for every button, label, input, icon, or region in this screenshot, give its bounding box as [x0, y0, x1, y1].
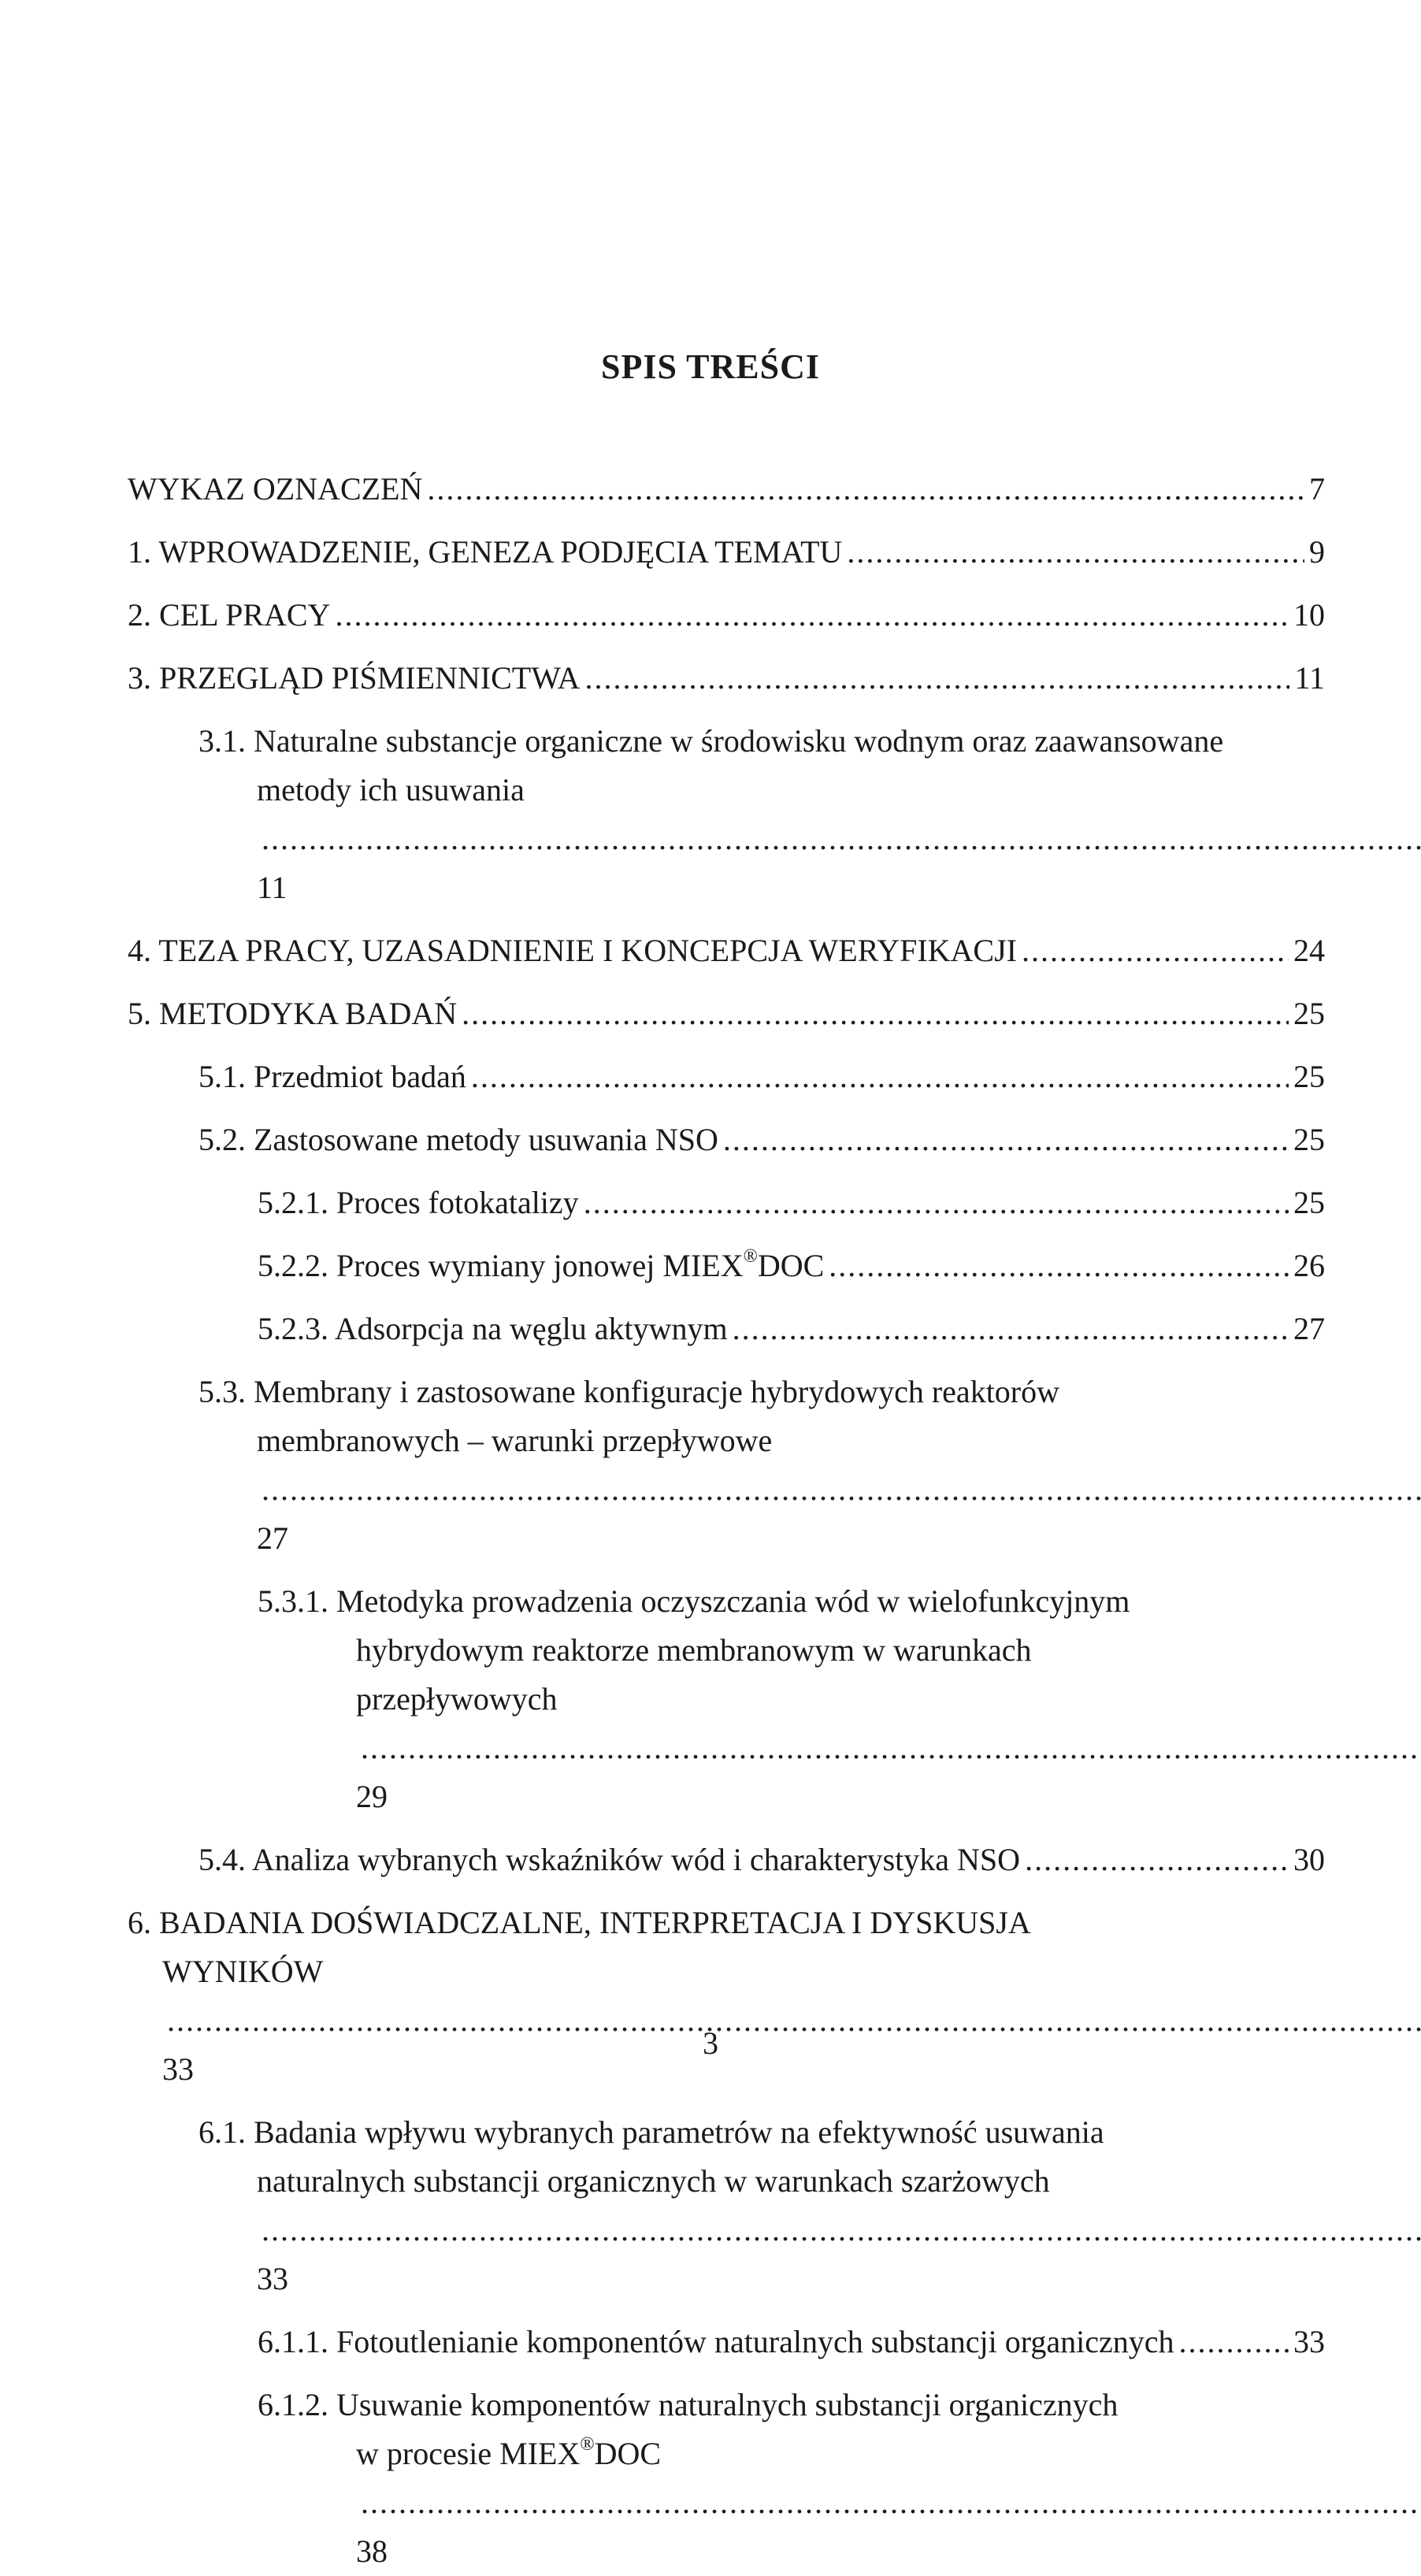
toc-entry-label-text: w procesie MIEX — [356, 2436, 581, 2471]
toc-entry-5-1 — [198, 1052, 1325, 1101]
toc-entry-label: 4. TEZA PRACY, UZASADNIENIE I KONCEPCJA WERYFIKACJI — [128, 933, 1017, 968]
toc-entry-6-1 — [198, 2108, 1325, 2303]
toc-entry-label: naturalnych substancji organicznych w warunkach szarżowych — [257, 2163, 1050, 2199]
registered-mark: ® — [743, 1245, 758, 1267]
toc-entry-page: 26 — [1293, 1248, 1325, 1283]
dot-leader — [829, 1242, 1289, 1290]
dot-leader — [847, 528, 1304, 577]
toc-entry-5-4 — [198, 1835, 1325, 1884]
toc-entry-label — [356, 2433, 662, 2471]
dot-leader — [262, 821, 1421, 856]
toc-entry-page: 25 — [1293, 996, 1325, 1031]
page-title: SPIS TREŚCI — [601, 347, 820, 386]
toc-entry-label-line: 5.3.1. Metodyka prowadzenia oczyszczania wód w wielofunkcyjnym — [258, 1583, 1130, 1619]
toc-entry-label-text: DOC — [757, 1248, 825, 1283]
toc-entry-label-text: DOC — [594, 2436, 662, 2471]
toc-entry-label-line: 5.3. Membrany i zastosowane konfiguracje hybrydowych reaktorów — [198, 1374, 1060, 1409]
dot-leader — [733, 1305, 1289, 1353]
dot-leader — [427, 465, 1304, 514]
toc-entry-page: 25 — [1293, 1059, 1325, 1094]
page-number: 3 — [703, 2025, 718, 2061]
toc-entry-label: metody ich usuwania — [257, 772, 525, 807]
toc-entry-page: 25 — [1293, 1185, 1325, 1220]
dot-leader — [262, 2212, 1421, 2248]
toc-entry-4 — [128, 926, 1325, 975]
toc-entry-3-1 — [198, 717, 1325, 912]
dot-leader — [361, 2485, 1421, 2520]
toc-entry-label: 5. METODYKA BADAŃ — [128, 996, 458, 1031]
toc-entry-page: 24 — [1293, 933, 1325, 968]
toc-entry-label: 3. PRZEGLĄD PIŚMIENNICTWA — [128, 660, 581, 696]
dot-leader — [361, 1730, 1421, 1765]
toc-entry-label-text: 5.2.2. Proces wymiany jonowej MIEX — [258, 1248, 744, 1283]
toc-entry-page: 33 — [257, 2261, 288, 2296]
toc-entry-label: 5.2.3. Adsorpcja na węglu aktywnym — [258, 1311, 728, 1346]
toc-entry-label: 5.4. Analiza wybranych wskaźników wód i charakterystyka NSO — [198, 1842, 1021, 1877]
dot-leader — [1025, 1835, 1289, 1884]
dot-leader — [1178, 2318, 1289, 2366]
toc-entry-5-2-3 — [258, 1305, 1325, 1353]
toc-entry-page: 10 — [1293, 597, 1325, 633]
toc-entry-page: 25 — [1293, 1122, 1325, 1157]
toc-entry-5-2-1 — [258, 1179, 1325, 1227]
dot-leader — [262, 1472, 1421, 1507]
toc-entry-5-2-2 — [258, 1242, 1325, 1290]
toc-entry-6 — [128, 1899, 1325, 2094]
toc-entry-label-line: 6.1. Badania wpływu wybranych parametrów na efektywność usuwania — [198, 2114, 1104, 2150]
toc-entry-page: 7 — [1309, 471, 1325, 507]
toc-entry-label: 5.1. Przedmiot badań — [198, 1059, 466, 1094]
toc-entry-5 — [128, 989, 1325, 1038]
toc-entry-label: membranowych – warunki przepływowe — [257, 1423, 773, 1458]
toc-entry-label — [258, 1242, 824, 1290]
toc-entry-label: przepływowych — [356, 1681, 558, 1717]
toc-entry-label: WYKAZ OZNACZEŃ — [128, 471, 423, 507]
toc-entry-5-3-1 — [258, 1577, 1325, 1821]
toc-entry-5-3 — [198, 1368, 1325, 1563]
toc-entry-page: 33 — [162, 2051, 194, 2087]
toc-entry-label: 5.2.1. Proces fotokatalizy — [258, 1185, 579, 1220]
toc-entry-page: 29 — [356, 1779, 388, 1814]
dot-leader — [471, 1052, 1289, 1101]
toc-entry-label: WYNIKÓW — [162, 1954, 323, 1989]
dot-leader — [723, 1115, 1289, 1164]
toc-entry-page: 11 — [257, 870, 288, 905]
toc-entry-5-2 — [198, 1115, 1325, 1164]
toc-entry-label: 1. WPROWADZENIE, GENEZA PODJĘCIA TEMATU — [128, 534, 843, 570]
toc-entry-6-1-2 — [258, 2381, 1325, 2576]
dot-leader — [1022, 926, 1289, 975]
toc-entry-label: 5.2. Zastosowane metody usuwania NSO — [198, 1122, 718, 1157]
toc-entry-page: 30 — [1293, 1842, 1325, 1877]
dot-leader — [462, 989, 1289, 1038]
toc-entry-wykaz-oznaczen — [128, 465, 1325, 514]
toc-entry-page: 11 — [1294, 660, 1325, 696]
toc-entry-label: 2. CEL PRACY — [128, 597, 331, 633]
toc-entry-page: 9 — [1309, 534, 1325, 570]
toc-entry-label-line: hybrydowym reaktorze membranowym w warunkach — [356, 1632, 1032, 1668]
toc-entry-label-line: 6.1.2. Usuwanie komponentów naturalnych substancji organicznych — [258, 2387, 1119, 2422]
toc-entry-6-1-1 — [258, 2318, 1325, 2366]
dot-leader — [335, 591, 1289, 640]
toc-entry-page: 27 — [1293, 1311, 1325, 1346]
toc-entry-page: 27 — [257, 1520, 288, 1556]
toc-entry-label-line: 3.1. Naturalne substancje organiczne w środowisku wodnym oraz zaawansowane — [198, 723, 1224, 759]
toc-entry-page: 38 — [356, 2533, 388, 2569]
dot-leader — [584, 1179, 1289, 1227]
toc-entry-label-line: 6. BADANIA DOŚWIADCZALNE, INTERPRETACJA I DYSKUSJA — [128, 1905, 1031, 1940]
toc-entry-1 — [128, 528, 1325, 577]
dot-leader — [584, 654, 1289, 703]
registered-mark: ® — [580, 2433, 595, 2455]
toc-entry-label: 6.1.1. Fotoutlenianie komponentów naturalnych substancji organicznych — [258, 2324, 1174, 2359]
toc-entry-page: 33 — [1293, 2324, 1325, 2359]
table-of-contents — [128, 465, 1325, 2576]
toc-entry-3 — [128, 654, 1325, 703]
toc-entry-2 — [128, 591, 1325, 640]
